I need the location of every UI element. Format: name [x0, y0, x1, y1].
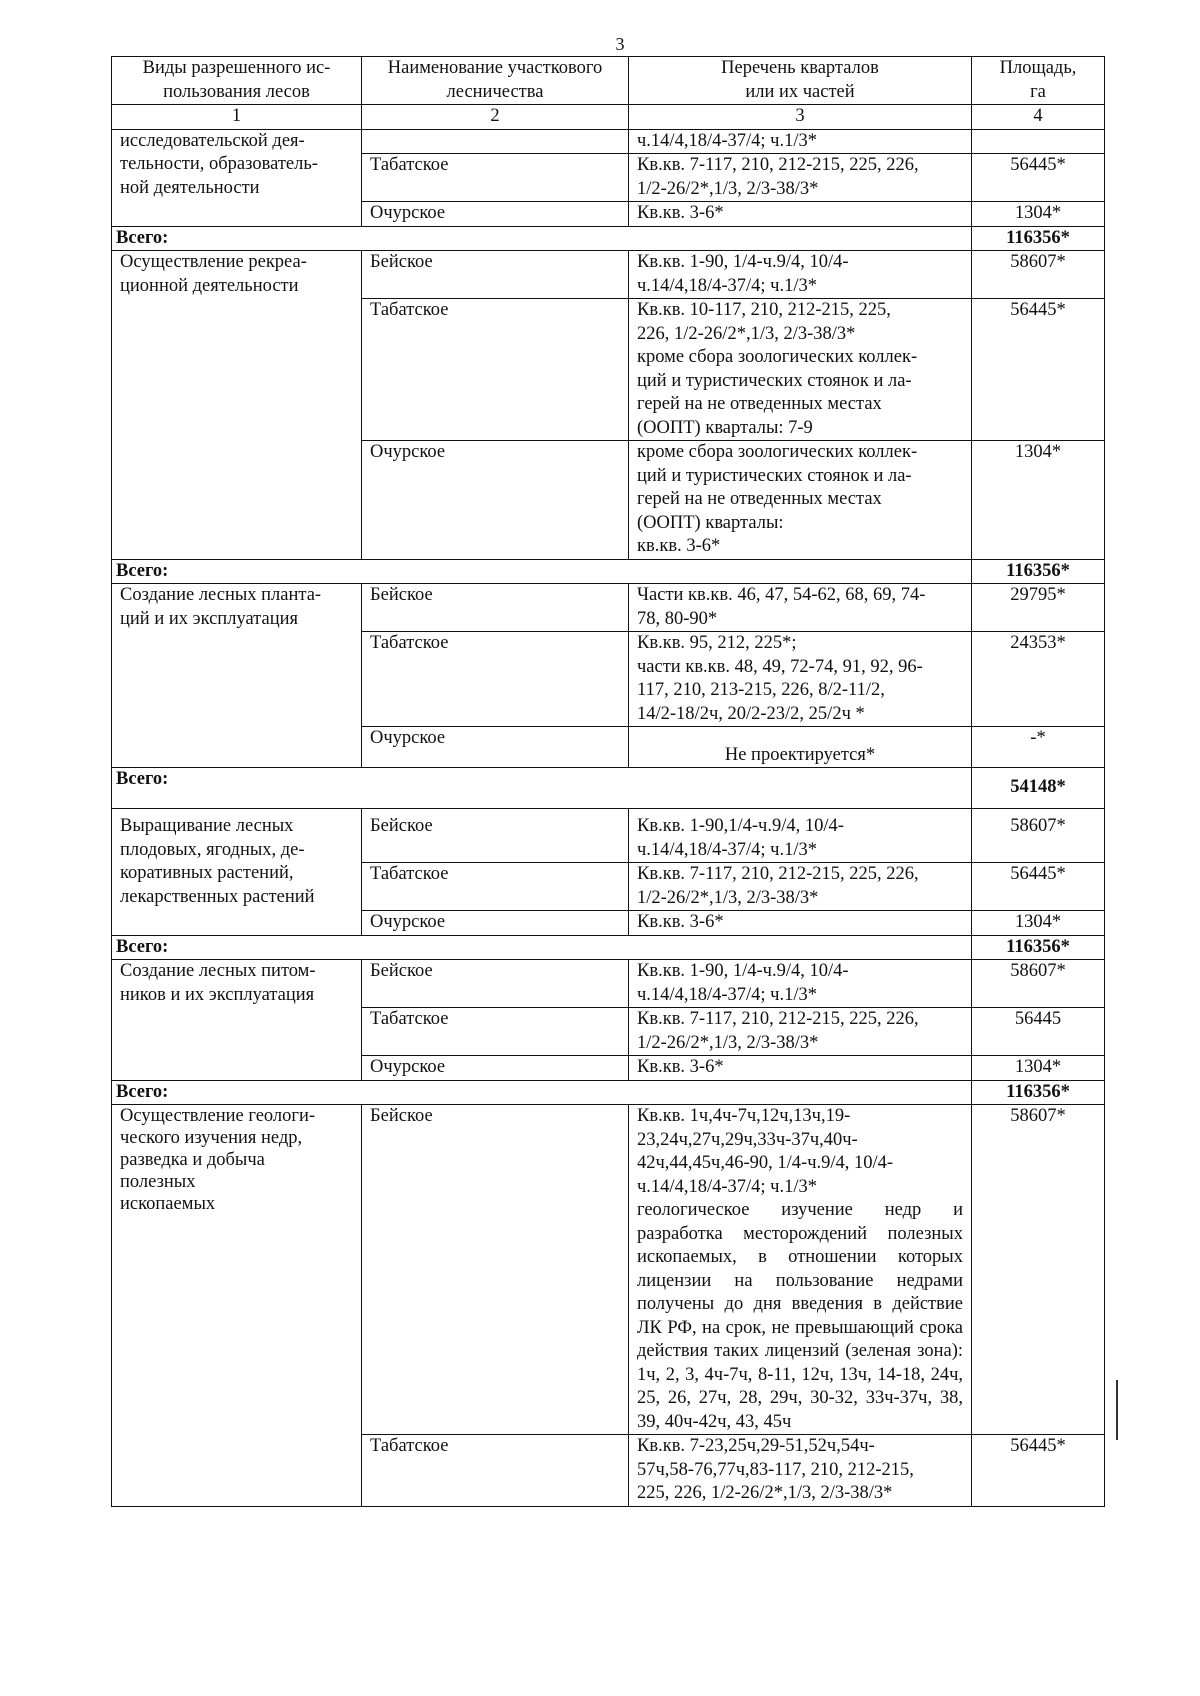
quarters-cell: ч.14/4,18/4-37/4; ч.1/3*	[629, 129, 972, 154]
table-row	[112, 584, 1105, 632]
quarters-cell: Кв.кв. 1-90, 1/4-ч.9/4, 10/4- ч.14/4,18/4-37/4; ч.1/3*	[629, 251, 972, 299]
table-row	[112, 251, 1105, 299]
area-cell: 58607*	[972, 809, 1105, 863]
total-row	[112, 768, 1105, 809]
forestry-cell: Очурское	[362, 441, 629, 560]
column-number: 3	[629, 105, 972, 130]
forestry-cell: Бейское	[362, 584, 629, 632]
forestry-cell: Табатское	[362, 299, 629, 441]
forestry-cell: Очурское	[362, 1056, 629, 1081]
quarters-cell: Не проектируется*	[629, 727, 972, 768]
area-cell	[972, 129, 1105, 154]
quarters-cell: Кв.кв. 7-117, 210, 212-215, 225, 226, 1/2-26/2*,1/3, 2/3-38/3*	[629, 863, 972, 911]
total-row	[112, 226, 1105, 251]
quarters-note: геологическое изучение недр и разработка месторождений полезных ископаемых, в отношении которых лицензии на пользование недрами получены до дня введения в действие ЛК РФ, на срок, не превышающий срока действия таких лицензий (зеленая зона): 1ч, 2, 3, 4ч-7ч, 8-11, 12ч, 13ч, 14-18, 24ч, 25, 26, 27ч, 28, 29ч, 30-32, 33ч-37ч, 38, 39, 40ч-42ч, 43, 45ч	[637, 1200, 963, 1432]
forestry-cell: Бейское	[362, 1105, 629, 1435]
total-value: 54148*	[972, 768, 1105, 809]
table-row	[112, 809, 1105, 863]
area-cell: 29795*	[972, 584, 1105, 632]
area-cell: 1304*	[972, 441, 1105, 560]
area-cell: 58607*	[972, 251, 1105, 299]
area-cell: 1304*	[972, 202, 1105, 227]
use-type-cell: исследовательской дея- тельности, образователь- ной деятельности	[112, 129, 362, 226]
total-label: Всего:	[112, 1080, 972, 1105]
quarters-cell: Кв.кв. 7-117, 210, 212-215, 225, 226, 1/2-26/2*,1/3, 2/3-38/3*	[629, 154, 972, 202]
quarters-cell: Кв.кв. 7-23,25ч,29-51,52ч,54ч- 57ч,58-76,77ч,83-117, 210, 212-215, 225, 226, 1/2-26/2*,1/3, 2/3-38/3*	[629, 1435, 972, 1507]
column-number: 1	[112, 105, 362, 130]
quarters-list: Кв.кв. 1ч,4ч-7ч,12ч,13ч,19- 23,24ч,27ч,29ч,33ч-37ч,40ч- 42ч,44,45ч,46-90, 1/4-ч.9/4, 10/4- ч.14/4,18/4-37/4; ч.1/3*	[637, 1106, 894, 1197]
area-cell: -*	[972, 727, 1105, 768]
total-row	[112, 1080, 1105, 1105]
forestry-cell: Очурское	[362, 727, 629, 768]
total-label: Всего:	[112, 559, 972, 584]
column-number-row	[112, 105, 1105, 130]
area-cell: 24353*	[972, 632, 1105, 727]
margin-line	[1116, 1380, 1118, 1440]
page-number: 3	[615, 34, 625, 54]
column-number: 2	[362, 105, 629, 130]
use-type-cell: Создание лесных питом- ников и их эксплуатация	[112, 960, 362, 1081]
quarters-cell: Кв.кв. 3-6*	[629, 1056, 972, 1081]
forest-use-table	[111, 56, 1105, 1507]
header-area: Площадь, га	[972, 57, 1105, 105]
forestry-cell: Табатское	[362, 863, 629, 911]
quarters-cell	[629, 1105, 972, 1435]
area-cell: 58607*	[972, 1105, 1105, 1435]
total-label: Всего:	[112, 768, 972, 809]
forestry-cell: Очурское	[362, 202, 629, 227]
area-cell: 56445*	[972, 154, 1105, 202]
header-forestry: Наименование участкового лесничества	[362, 57, 629, 105]
quarters-cell: Кв.кв. 95, 212, 225*; части кв.кв. 48, 49, 72-74, 91, 92, 96- 117, 210, 213-215, 226, 8/2-11/2, 14/2-18/2ч, 20/2-23/2, 25/2ч *	[629, 632, 972, 727]
total-value: 116356*	[972, 935, 1105, 960]
area-cell: 56445*	[972, 1435, 1105, 1507]
column-number: 4	[972, 105, 1105, 130]
total-label: Всего:	[112, 226, 972, 251]
header-use-type: Виды разрешенного ис- пользования лесов	[112, 57, 362, 105]
forestry-cell: Бейское	[362, 251, 629, 299]
forestry-cell	[362, 129, 629, 154]
forestry-cell: Очурское	[362, 911, 629, 936]
forestry-cell: Бейское	[362, 960, 629, 1008]
forestry-cell: Табатское	[362, 632, 629, 727]
quarters-cell: Кв.кв. 3-6*	[629, 202, 972, 227]
forestry-cell: Табатское	[362, 1008, 629, 1056]
total-row	[112, 559, 1105, 584]
total-row	[112, 935, 1105, 960]
quarters-cell: Кв.кв. 1-90,1/4-ч.9/4, 10/4- ч.14/4,18/4-37/4; ч.1/3*	[629, 809, 972, 863]
area-cell: 1304*	[972, 911, 1105, 936]
quarters-cell: Кв.кв. 10-117, 210, 212-215, 225, 226, 1/2-26/2*,1/3, 2/3-38/3* кроме сбора зоологических коллек- ций и туристических стоянок и ла- герей на не отведенных местах (ООПТ) кварталы: 7-9	[629, 299, 972, 441]
area-cell: 1304*	[972, 1056, 1105, 1081]
total-value: 116356*	[972, 1080, 1105, 1105]
use-type-cell: Осуществление рекреа- ционной деятельности	[112, 251, 362, 560]
table-row	[112, 1105, 1105, 1435]
use-type-cell: Выращивание лесных плодовых, ягодных, де- коративных растений, лекарственных растений	[112, 809, 362, 936]
forestry-cell: Табатское	[362, 154, 629, 202]
forestry-cell: Бейское	[362, 809, 629, 863]
total-value: 116356*	[972, 559, 1105, 584]
quarters-cell: кроме сбора зоологических коллек- ций и туристических стоянок и ла- герей на не отведенных местах (ООПТ) кварталы: кв.кв. 3-6*	[629, 441, 972, 560]
table-row	[112, 129, 1105, 154]
use-type-cell: Осуществление геологи- ческого изучения недр, разведка и добыча полезных ископаемых	[112, 1105, 362, 1507]
area-cell: 56445	[972, 1008, 1105, 1056]
header-quarters: Перечень кварталов или их частей	[629, 57, 972, 105]
forestry-cell: Табатское	[362, 1435, 629, 1507]
table-header-row	[112, 57, 1105, 105]
table-row	[112, 960, 1105, 1008]
total-label: Всего:	[112, 935, 972, 960]
use-type-cell: Создание лесных планта- ций и их эксплуатация	[112, 584, 362, 768]
quarters-cell: Части кв.кв. 46, 47, 54-62, 68, 69, 74- 78, 80-90*	[629, 584, 972, 632]
area-cell: 56445*	[972, 299, 1105, 441]
quarters-cell: Кв.кв. 1-90, 1/4-ч.9/4, 10/4- ч.14/4,18/4-37/4; ч.1/3*	[629, 960, 972, 1008]
quarters-cell: Кв.кв. 7-117, 210, 212-215, 225, 226, 1/2-26/2*,1/3, 2/3-38/3*	[629, 1008, 972, 1056]
area-cell: 58607*	[972, 960, 1105, 1008]
total-value: 116356*	[972, 226, 1105, 251]
quarters-cell: Кв.кв. 3-6*	[629, 911, 972, 936]
area-cell: 56445*	[972, 863, 1105, 911]
